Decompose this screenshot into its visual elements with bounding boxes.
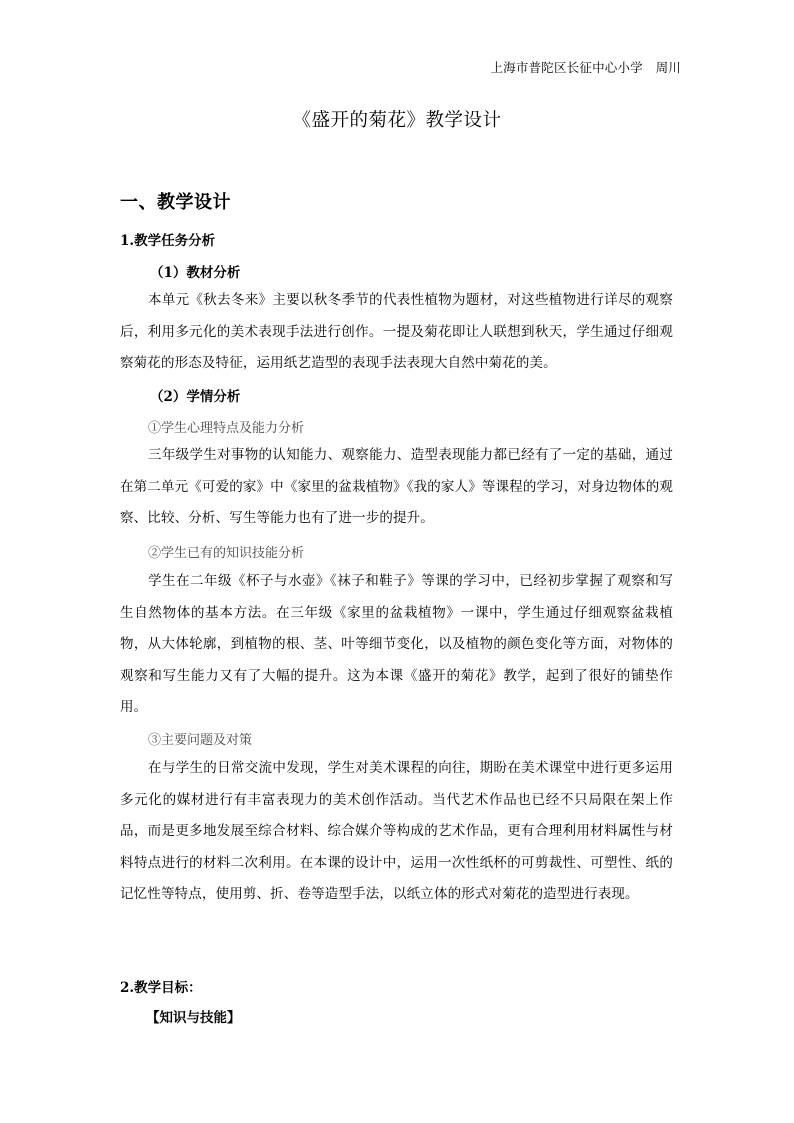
section-heading: 一、教学设计 [120,192,231,213]
psych-text: 三年级学生对事物的认知能力、观察能力、造型表现能力都已经有了一定的基础，通过在第二单元《可爱的家》中《家里的盆栽植物》《我的家人》等课程的学习，对身边物体的观察、比较、分析、写生等能力也有了进一步的提升。 [120,447,673,526]
knowledge-skills-heading: 【知识与技能】 [146,1010,241,1026]
task-analysis-heading: 1.教学任务分析 [120,233,216,249]
problems-heading: ③主要问题及对策 [148,733,253,748]
material-analysis-text: 本单元《秋去冬来》主要以秋冬季节的代表性植物为题材，对这些植物进行详尽的观察后，利用多元化的美术表现手法进行创作。一提及菊花即让人联想到秋天，学生通过仔细观察菊花的形态及特征，运用纸艺造型的表现手法表现大自然中菊花的美。 [120,292,673,371]
psych-heading: ①学生心理特点及能力分析 [148,421,305,436]
page-title: 《盛开的菊花》教学设计 [292,110,502,131]
skills-text: 学生在二年级《杯子与水壶》《袜子和鞋子》等课的学习中，已经初步掌握了观察和写生自然物体的基本方法。在三年级《家里的盆栽植物》一课中，学生通过仔细观察盆栽植物，从大体轮廓，到植物的根、茎、叶等细节变化，以及植物的颜色变化等方面，对物体的观察和写生能力又有了大幅的提升。这为本课《盛开的菊花》教学，起到了很好的铺垫作用。 [120,573,673,715]
learner-analysis-heading: （2）学情分析 [150,389,241,405]
problems-text: 在与学生的日常交流中发现，学生对美术课程的向往，期盼在美术课堂中进行更多运用多元化的媒材进行有丰富表现力的美术创作活动。当代艺术作品也已经不只局限在架上作品，而是更多地发展至综合材料、综合媒介等构成的艺术作品，更有合理利用材料属性与材料特点进行的材料二次利用。在本课的设计中，运用一次性纸杯的可剪裁性、可塑性、纸的记忆性等特点，使用剪、折、卷等造型手法，以纸立体的形式对菊花的造型进行表现。 [120,760,673,902]
skills-heading: ②学生已有的知识技能分析 [148,546,305,561]
objectives-heading: 2.教学目标： [120,980,202,996]
material-analysis-heading: （1）教材分析 [150,265,241,281]
author-line: 上海市普陀区长征中心小学 周川 [490,60,681,75]
